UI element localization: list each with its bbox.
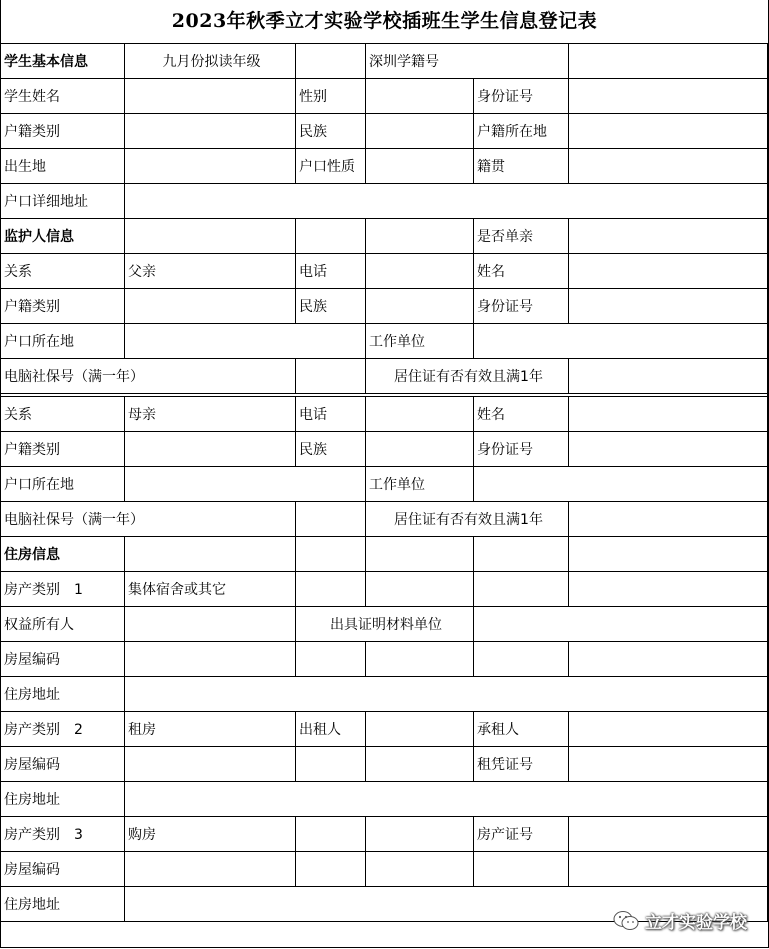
deed-no-label: 房产证号	[474, 817, 569, 852]
issuer-field[interactable]	[474, 607, 768, 642]
mother-id-field[interactable]	[569, 432, 768, 467]
gender-label: 性别	[296, 79, 366, 114]
mother-id-label: 身份证号	[474, 432, 569, 467]
mother-employer-label: 工作单位	[366, 467, 474, 502]
section-housing-info: 住房信息	[1, 537, 125, 572]
hukou-address-label: 户口详细地址	[1, 184, 125, 219]
father-social-security-label: 电脑社保号（满一年）	[1, 359, 296, 394]
father-id-field[interactable]	[569, 289, 768, 324]
father-hukou-type-field[interactable]	[125, 289, 296, 324]
section-student-info: 学生基本信息	[1, 44, 125, 79]
house-code-2-field[interactable]	[125, 747, 296, 782]
owner-label: 权益所有人	[1, 607, 125, 642]
father-relation-value: 父亲	[125, 254, 296, 289]
student-name-field[interactable]	[125, 79, 296, 114]
student-hukou-location-label: 户籍所在地	[474, 114, 569, 149]
school-id-label: 深圳学籍号	[366, 44, 569, 79]
mother-name-field[interactable]	[569, 397, 768, 432]
house-code-3-field[interactable]	[125, 852, 296, 887]
student-id-field[interactable]	[569, 79, 768, 114]
father-social-security-field[interactable]	[296, 359, 366, 394]
property-type-3-label: 房产类别 3	[1, 817, 125, 852]
school-id-field[interactable]	[569, 44, 768, 79]
section-guardian-info: 监护人信息	[1, 219, 125, 254]
deed-no-field[interactable]	[569, 817, 768, 852]
mother-ethnicity-label: 民族	[296, 432, 366, 467]
watermark-text: 立才实验学校	[645, 913, 747, 933]
father-ethnicity-label: 民族	[296, 289, 366, 324]
registration-form-table	[0, 43, 768, 922]
address-2-label: 住房地址	[1, 782, 125, 817]
issuer-label: 出具证明材料单位	[296, 607, 474, 642]
father-employer-label: 工作单位	[366, 324, 474, 359]
mother-hukou-location-label: 户口所在地	[1, 467, 125, 502]
property-type-3-value: 购房	[125, 817, 296, 852]
house-code-1-field[interactable]	[125, 642, 296, 677]
birthplace-field[interactable]	[125, 149, 296, 184]
gender-field[interactable]	[366, 79, 474, 114]
house-code-2-label: 房屋编码	[1, 747, 125, 782]
mother-hukou-type-field[interactable]	[125, 432, 296, 467]
student-hukou-type-field[interactable]	[125, 114, 296, 149]
mother-hukou-type-label: 户籍类别	[1, 432, 125, 467]
father-phone-field[interactable]	[366, 254, 474, 289]
father-hukou-location-label: 户口所在地	[1, 324, 125, 359]
lease-cert-label: 租凭证号	[474, 747, 569, 782]
lessor-label: 出租人	[296, 712, 366, 747]
student-name-label: 学生姓名	[1, 79, 125, 114]
student-ethnicity-label: 民族	[296, 114, 366, 149]
mother-phone-label: 电话	[296, 397, 366, 432]
property-type-2-value: 租房	[125, 712, 296, 747]
mother-residence-permit-field[interactable]	[569, 502, 768, 537]
address-1-label: 住房地址	[1, 677, 125, 712]
house-code-3-label: 房屋编码	[1, 852, 125, 887]
property-type-1-label: 房产类别 1	[1, 572, 125, 607]
student-hukou-location-field[interactable]	[569, 114, 768, 149]
lessee-label: 承租人	[474, 712, 569, 747]
mother-residence-permit-label: 居住证有否有效且满1年	[366, 502, 569, 537]
father-employer-field[interactable]	[474, 324, 768, 359]
wechat-icon	[613, 910, 639, 932]
row-student-section	[1, 44, 768, 79]
mother-employer-field[interactable]	[474, 467, 768, 502]
grade-label: 九月份拟读年级	[125, 44, 296, 79]
father-hukou-location-field[interactable]	[125, 324, 366, 359]
mother-phone-field[interactable]	[366, 397, 474, 432]
address-3-label: 住房地址	[1, 887, 125, 922]
hukou-nature-label: 户口性质	[296, 149, 366, 184]
mother-ethnicity-field[interactable]	[366, 432, 474, 467]
hukou-address-field[interactable]	[125, 184, 768, 219]
lease-cert-field[interactable]	[569, 747, 768, 782]
form-title: 2023年秋季立才实验学校插班生学生信息登记表	[171, 10, 598, 32]
native-place-label: 籍贯	[474, 149, 569, 184]
mother-hukou-location-field[interactable]	[125, 467, 366, 502]
native-place-field[interactable]	[569, 149, 768, 184]
single-parent-label: 是否单亲	[474, 219, 569, 254]
address-2-field[interactable]	[125, 782, 768, 817]
father-id-label: 身份证号	[474, 289, 569, 324]
property-type-2-label: 房产类别 2	[1, 712, 125, 747]
hukou-nature-field[interactable]	[366, 149, 474, 184]
mother-relation-value: 母亲	[125, 397, 296, 432]
watermark	[613, 908, 747, 933]
father-phone-label: 电话	[296, 254, 366, 289]
birthplace-label: 出生地	[1, 149, 125, 184]
grade-field[interactable]	[296, 44, 366, 79]
father-relation-label: 关系	[1, 254, 125, 289]
father-name-label: 姓名	[474, 254, 569, 289]
house-code-1-label: 房屋编码	[1, 642, 125, 677]
lessee-field[interactable]	[569, 712, 768, 747]
mother-social-security-label: 电脑社保号（满一年）	[1, 502, 296, 537]
student-hukou-type-label: 户籍类别	[1, 114, 125, 149]
property-type-1-value: 集体宿舍或其它	[125, 572, 296, 607]
father-hukou-type-label: 户籍类别	[1, 289, 125, 324]
father-residence-permit-label: 居住证有否有效且满1年	[366, 359, 569, 394]
mother-social-security-field[interactable]	[296, 502, 366, 537]
mother-name-label: 姓名	[474, 397, 569, 432]
student-id-label: 身份证号	[474, 79, 569, 114]
lessor-field[interactable]	[366, 712, 474, 747]
father-ethnicity-field[interactable]	[366, 289, 474, 324]
owner-field[interactable]	[125, 607, 296, 642]
mother-relation-label: 关系	[1, 397, 125, 432]
father-residence-permit-field[interactable]	[569, 359, 768, 394]
single-parent-field[interactable]	[569, 219, 768, 254]
father-name-field[interactable]	[569, 254, 768, 289]
address-1-field[interactable]	[125, 677, 768, 712]
student-ethnicity-field[interactable]	[366, 114, 474, 149]
